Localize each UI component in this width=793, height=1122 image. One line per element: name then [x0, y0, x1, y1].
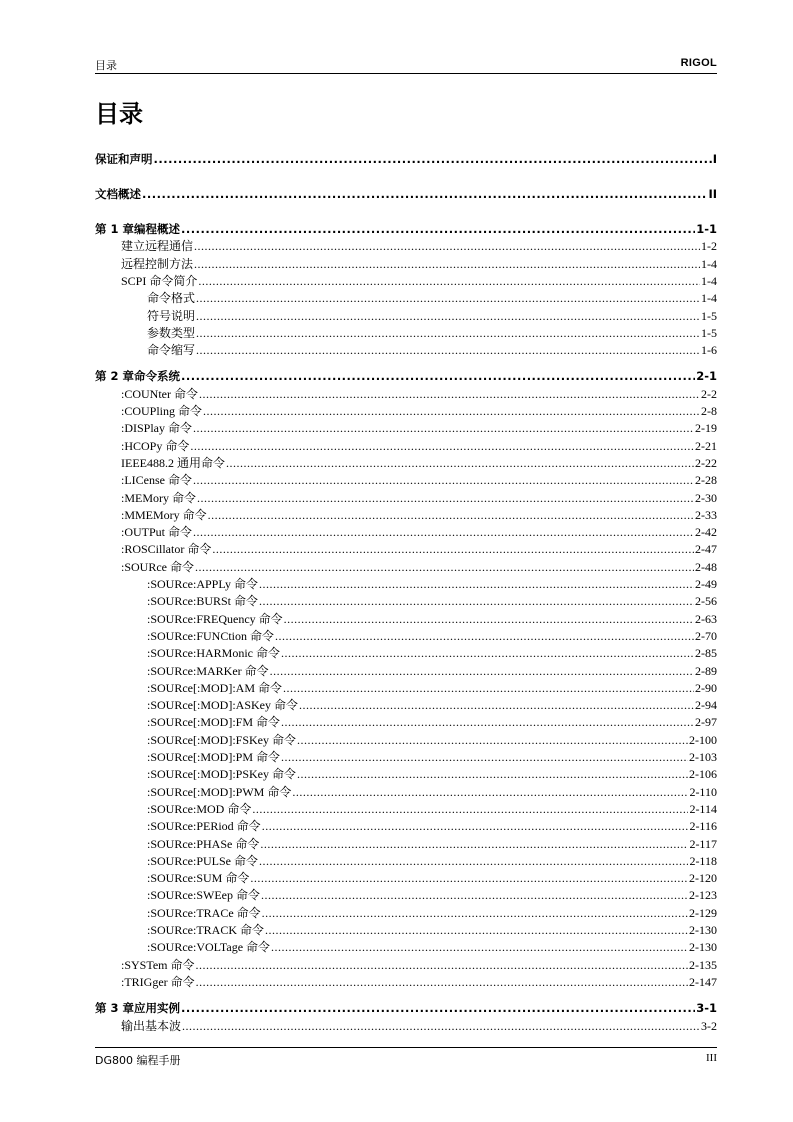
toc-dot-leader [190, 438, 694, 454]
toc-dot-leader [260, 836, 688, 852]
toc-page-number: 1-2 [701, 239, 717, 254]
toc-entry-title: :SOURce[:MOD]:PSKey 命令 [147, 767, 296, 782]
toc-page-number: 2-106 [689, 767, 717, 782]
toc-page-number: 2-2 [701, 386, 717, 401]
toc-entry[interactable] [95, 472, 717, 488]
toc-dot-leader [196, 957, 688, 973]
toc-entry[interactable] [95, 1000, 717, 1016]
toc-entry[interactable] [95, 368, 717, 384]
toc-dot-leader [182, 1018, 700, 1034]
toc-entry-title: 命令系统 [134, 369, 181, 384]
toc-dot-leader [196, 308, 700, 324]
toc-page-number: 2-85 [695, 646, 717, 661]
toc-page-number: 2-116 [689, 819, 717, 834]
toc-entry[interactable] [95, 342, 717, 358]
toc-entry[interactable] [95, 238, 717, 254]
toc-dot-leader [261, 887, 688, 903]
toc-entry-title: :SOURce:HARMonic 命令 [147, 646, 280, 661]
toc-dot-leader [281, 714, 694, 730]
toc-dot-leader [203, 403, 700, 419]
toc-page-number: I [712, 152, 717, 166]
toc-entry-title: :LICense 命令 [121, 473, 192, 488]
toc-entry-title: :SOURce 命令 [121, 559, 194, 574]
toc-entry-title: :SOURce[:MOD]:FSKey 命令 [147, 732, 296, 747]
toc-entry[interactable] [95, 714, 717, 730]
toc-entry-title: :COUNter 命令 [121, 386, 198, 401]
toc-entry-title: 命令缩写 [147, 343, 196, 358]
toc-entry[interactable] [95, 386, 717, 402]
toc-dot-leader [142, 186, 707, 202]
toc-page-number: 2-33 [695, 507, 717, 522]
toc-entry[interactable] [95, 507, 717, 523]
toc-entry-title: :SOURce:TRACK 命令 [147, 923, 265, 937]
toc-page-number: 2-8 [701, 404, 717, 418]
toc-entry[interactable] [95, 559, 717, 575]
toc-dot-leader [226, 455, 694, 471]
toc-chapter-number: 第 1 章 [95, 222, 135, 236]
toc-page-number: 2-117 [689, 836, 717, 851]
toc-page-number: 2-130 [689, 940, 717, 955]
toc-entry-title: :ROSCillator 命令 [121, 542, 212, 557]
toc-entry-title: 保证和声明 [95, 152, 153, 166]
toc-entry-title: 命令格式 [147, 291, 196, 306]
toc-dot-leader [284, 611, 694, 627]
toc-entry-title: :SOURce:SUM 命令 [147, 871, 250, 886]
toc-page-number: 2-70 [695, 628, 717, 643]
toc-entry[interactable] [95, 290, 717, 306]
toc-dot-leader [196, 325, 700, 341]
toc-page-number: 2-97 [695, 715, 717, 730]
toc-dot-leader [262, 905, 688, 921]
page-number: III [706, 1052, 717, 1064]
toc-entry[interactable] [95, 151, 717, 167]
toc-page-number: 2-135 [689, 957, 717, 972]
toc-entry[interactable] [95, 974, 717, 990]
toc-page-number: 1-4 [701, 273, 717, 288]
toc-entry-title: SCPI 命令简介 [121, 273, 198, 288]
toc-page-number: 2-130 [689, 923, 717, 937]
toc-entry[interactable] [95, 645, 717, 661]
toc-entry-title: IEEE488.2 通用命令 [121, 455, 225, 470]
toc-page-number: 2-22 [695, 455, 717, 470]
toc-entry[interactable] [95, 490, 717, 506]
toc-dot-leader [259, 593, 694, 609]
toc-entry[interactable] [95, 438, 717, 454]
toc-entry-title: :SOURce:FREQuency 命令 [147, 611, 283, 626]
toc-entry-title: :SOURce[:MOD]:PWM 命令 [147, 784, 292, 799]
toc-entry-title: :SOURce[:MOD]:PM 命令 [147, 750, 281, 764]
toc-entry[interactable] [95, 403, 717, 419]
toc-entry[interactable] [95, 870, 717, 886]
toc-page-number: 1-5 [701, 325, 717, 340]
toc-chapter-number: 第 3 章 [95, 1001, 135, 1016]
toc-entry[interactable] [95, 957, 717, 973]
toc-entry[interactable] [95, 939, 717, 955]
toc-entry-title: :SOURce[:MOD]:AM 命令 [147, 680, 282, 695]
toc-dot-leader [297, 766, 688, 782]
toc-entry[interactable] [95, 697, 717, 713]
toc-entry[interactable] [95, 887, 717, 903]
toc-dot-leader [262, 818, 689, 834]
toc-dot-leader [208, 507, 694, 523]
toc-dot-leader [283, 680, 694, 696]
toc-dot-leader [281, 749, 688, 765]
toc-entry-title: :SOURce:MOD 命令 [147, 801, 252, 816]
toc-entry[interactable] [95, 818, 717, 834]
page-title: 目录 [95, 100, 143, 128]
toc-page-number: 1-6 [701, 343, 717, 358]
toc-page-number: 2-110 [689, 784, 717, 799]
toc-dot-leader [212, 541, 694, 557]
toc-entry-title: :SYSTem 命令 [121, 957, 195, 972]
toc-dot-leader [259, 853, 688, 869]
toc-entry-title: 建立远程通信 [121, 239, 194, 254]
toc-entry[interactable] [95, 784, 717, 800]
toc-page-number: 1-5 [701, 308, 717, 323]
toc-dot-leader [259, 576, 694, 592]
toc-entry[interactable] [95, 325, 717, 341]
toc-entry-title: :SOURce[:MOD]:FM 命令 [147, 715, 281, 730]
toc-dot-leader [265, 922, 688, 938]
toc-page-number: 2-47 [695, 542, 717, 557]
toc-entry-title: 输出基本波 [121, 1018, 182, 1033]
toc-entry[interactable] [95, 273, 717, 289]
toc-page-number: 2-49 [695, 577, 717, 591]
toc-dot-leader [181, 1000, 695, 1016]
toc-entry-title: :DISPlay 命令 [121, 421, 193, 436]
table-of-contents [95, 0, 717, 1122]
toc-page-number: 1-1 [696, 222, 717, 236]
toc-dot-leader [193, 420, 694, 436]
footer-manual-name: DG800 编程手册 [95, 1054, 181, 1067]
toc-page-number: 2-123 [689, 888, 717, 903]
toc-dot-leader [275, 628, 694, 644]
toc-entry-title: 编程概述 [134, 222, 181, 236]
toc-page-number: 2-120 [689, 871, 717, 886]
toc-page-number: 2-48 [695, 559, 717, 574]
toc-page-number: 2-103 [689, 750, 717, 764]
toc-page-number: 2-42 [695, 525, 717, 540]
toc-page-number: 2-94 [695, 698, 717, 713]
toc-entry[interactable] [95, 576, 717, 592]
toc-page-number: 2-30 [695, 490, 717, 505]
toc-dot-leader [196, 342, 700, 358]
toc-entry[interactable] [95, 308, 717, 324]
toc-dot-leader [299, 697, 694, 713]
toc-entry[interactable] [95, 420, 717, 436]
toc-dot-leader [271, 939, 688, 955]
toc-page-number: 2-90 [695, 680, 717, 695]
toc-dot-leader [154, 151, 712, 167]
toc-dot-leader [193, 472, 694, 488]
toc-dot-leader [196, 290, 700, 306]
toc-entry[interactable] [95, 732, 717, 748]
toc-page-number: 2-147 [689, 974, 717, 989]
page-footer [95, 1047, 717, 1067]
toc-page-number: 2-118 [689, 853, 717, 868]
toc-entry[interactable] [95, 611, 717, 627]
toc-page-number: 2-28 [695, 473, 717, 488]
toc-dot-leader [199, 386, 700, 402]
toc-page-number: 2-1 [696, 369, 717, 384]
toc-entry[interactable] [95, 541, 717, 557]
toc-dot-leader [193, 524, 694, 540]
toc-entry-title: :OUTPut 命令 [121, 525, 193, 540]
toc-entry[interactable] [95, 256, 717, 272]
toc-entry-title: 应用实例 [134, 1001, 181, 1016]
toc-entry-title: :SOURce:TRACe 命令 [147, 905, 261, 920]
toc-entry[interactable] [95, 663, 717, 679]
toc-page-number: 3-1 [696, 1001, 717, 1016]
toc-chapter-number: 第 2 章 [95, 369, 135, 384]
toc-page-number: 2-100 [689, 732, 717, 747]
toc-dot-leader [198, 273, 700, 289]
toc-entry[interactable] [95, 853, 717, 869]
toc-entry-title: 文档概述 [95, 187, 141, 201]
toc-entry[interactable] [95, 186, 717, 202]
toc-page-number: 2-21 [695, 438, 717, 453]
toc-entry[interactable] [95, 749, 717, 765]
toc-dot-leader [194, 238, 700, 254]
toc-entry[interactable] [95, 455, 717, 471]
toc-entry-title: :TRIGger 命令 [121, 974, 195, 989]
toc-entry[interactable] [95, 905, 717, 921]
toc-page-number: 2-63 [695, 611, 717, 626]
toc-dot-leader [252, 801, 688, 817]
toc-entry[interactable] [95, 221, 717, 237]
toc-dot-leader [195, 559, 694, 575]
header-section-title: 目录 [95, 59, 117, 72]
toc-entry[interactable] [95, 628, 717, 644]
toc-entry-title: 符号说明 [147, 308, 196, 323]
toc-entry-title: :SOURce:PERiod 命令 [147, 819, 261, 834]
toc-entry-title: :SOURce:PULSe 命令 [147, 853, 259, 868]
brand-logo: RIGOL [680, 57, 717, 69]
toc-dot-leader [196, 974, 688, 990]
toc-dot-leader [197, 490, 694, 506]
toc-dot-leader [194, 256, 700, 272]
toc-page-number: 2-56 [695, 594, 717, 609]
toc-entry-title: :MEMory 命令 [121, 490, 197, 505]
toc-entry-title: :MMEMory 命令 [121, 507, 207, 522]
toc-page-number: 3-2 [701, 1018, 717, 1033]
toc-page-number: 2-114 [689, 801, 717, 816]
toc-entry-title: :SOURce:PHASe 命令 [147, 836, 260, 851]
toc-entry-title: 参数类型 [147, 325, 196, 340]
toc-entry-title: :SOURce:VOLTage 命令 [147, 940, 271, 955]
toc-entry[interactable] [95, 766, 717, 782]
toc-dot-leader [292, 784, 688, 800]
toc-entry-title: :SOURce:FUNCtion 命令 [147, 628, 275, 643]
toc-page-number: 1-4 [701, 291, 717, 306]
toc-entry[interactable] [95, 524, 717, 540]
toc-entry[interactable] [95, 1018, 717, 1034]
toc-entry[interactable] [95, 836, 717, 852]
toc-entry-title: :SOURce:SWEep 命令 [147, 888, 260, 903]
toc-entry-title: :SOURce:BURSt 命令 [147, 594, 259, 609]
toc-entry-title: :COUPling 命令 [121, 404, 203, 418]
toc-dot-leader [181, 368, 695, 384]
toc-dot-leader [281, 645, 694, 661]
toc-dot-leader [250, 870, 688, 886]
toc-page-number: 2-129 [689, 905, 717, 920]
toc-dot-leader [270, 663, 694, 679]
toc-entry-title: :SOURce:MARKer 命令 [147, 663, 269, 678]
toc-entry-title: :SOURce:APPLy 命令 [147, 577, 259, 591]
toc-entry[interactable] [95, 593, 717, 609]
toc-dot-leader [181, 221, 695, 237]
toc-entry[interactable] [95, 922, 717, 938]
toc-page-number: 2-19 [695, 421, 717, 436]
toc-entry[interactable] [95, 680, 717, 696]
toc-page-number: II [708, 187, 717, 201]
toc-entry[interactable] [95, 801, 717, 817]
toc-page-number: 1-4 [701, 256, 717, 271]
toc-entry-title: 远程控制方法 [121, 256, 194, 271]
toc-entry-title: :SOURce[:MOD]:ASKey 命令 [147, 698, 298, 713]
toc-dot-leader [297, 732, 688, 748]
toc-entry-title: :HCOPy 命令 [121, 438, 190, 453]
toc-page-number: 2-89 [695, 663, 717, 678]
